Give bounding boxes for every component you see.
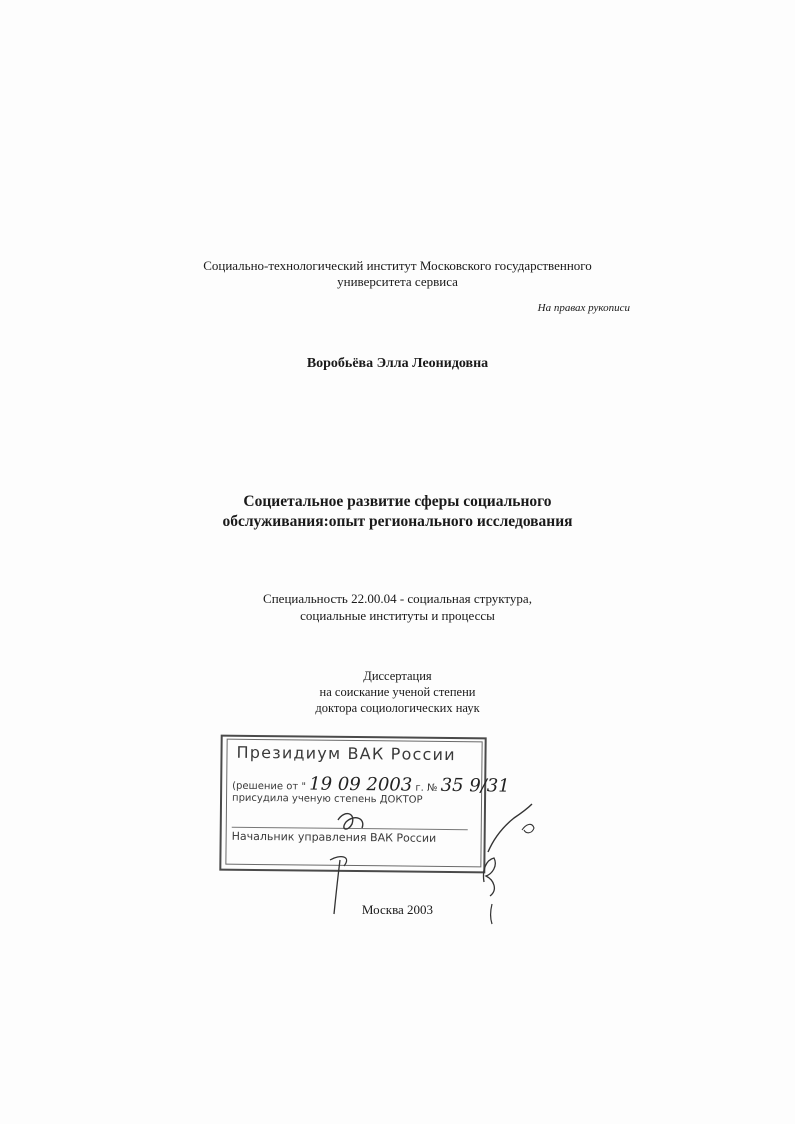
specialty-line-2: социальные институты и процессы	[300, 608, 495, 623]
institute-line-2: университета сервиса	[337, 274, 458, 289]
stamp-awarded: присудила ученую степень ДОКТОР	[231, 792, 423, 806]
dissertation-title	[0, 492, 795, 532]
thesis-line-2: на соискание ученой степени	[319, 685, 476, 699]
institute-name	[0, 258, 795, 290]
institute-line-1: Социально-технологический институт Московского государственного	[203, 258, 592, 273]
stamp-decision-date: 19 09 2003	[309, 773, 413, 796]
specialty	[0, 590, 795, 624]
stamp-head: Начальник управления ВАК России	[231, 829, 437, 845]
author-name: Воробьёва Элла Леонидовна	[306, 356, 489, 371]
title-line-2: обслуживания:опыт регионального исследования	[222, 513, 573, 530]
specialty-line-1: Специальность 22.00.04 - социальная структура,	[263, 591, 532, 606]
rights-note: На правах рукописи	[537, 302, 630, 314]
stamp-decision-prefix: (решение от "	[232, 780, 307, 793]
title-line-1: Социетальное развитие сферы социального	[243, 493, 552, 510]
stamp-header: Президиум ВАК России	[236, 742, 456, 765]
thesis-description	[0, 668, 795, 716]
vak-stamp	[219, 735, 510, 874]
city-year: Москва 2003	[361, 902, 434, 917]
thesis-line-1: Диссертация	[363, 669, 432, 683]
stamp-decision-number: 35 9/31	[440, 774, 510, 797]
thesis-line-3: доктора социологических наук	[315, 701, 480, 715]
stamp-decision-no-label: г. №	[415, 782, 438, 794]
